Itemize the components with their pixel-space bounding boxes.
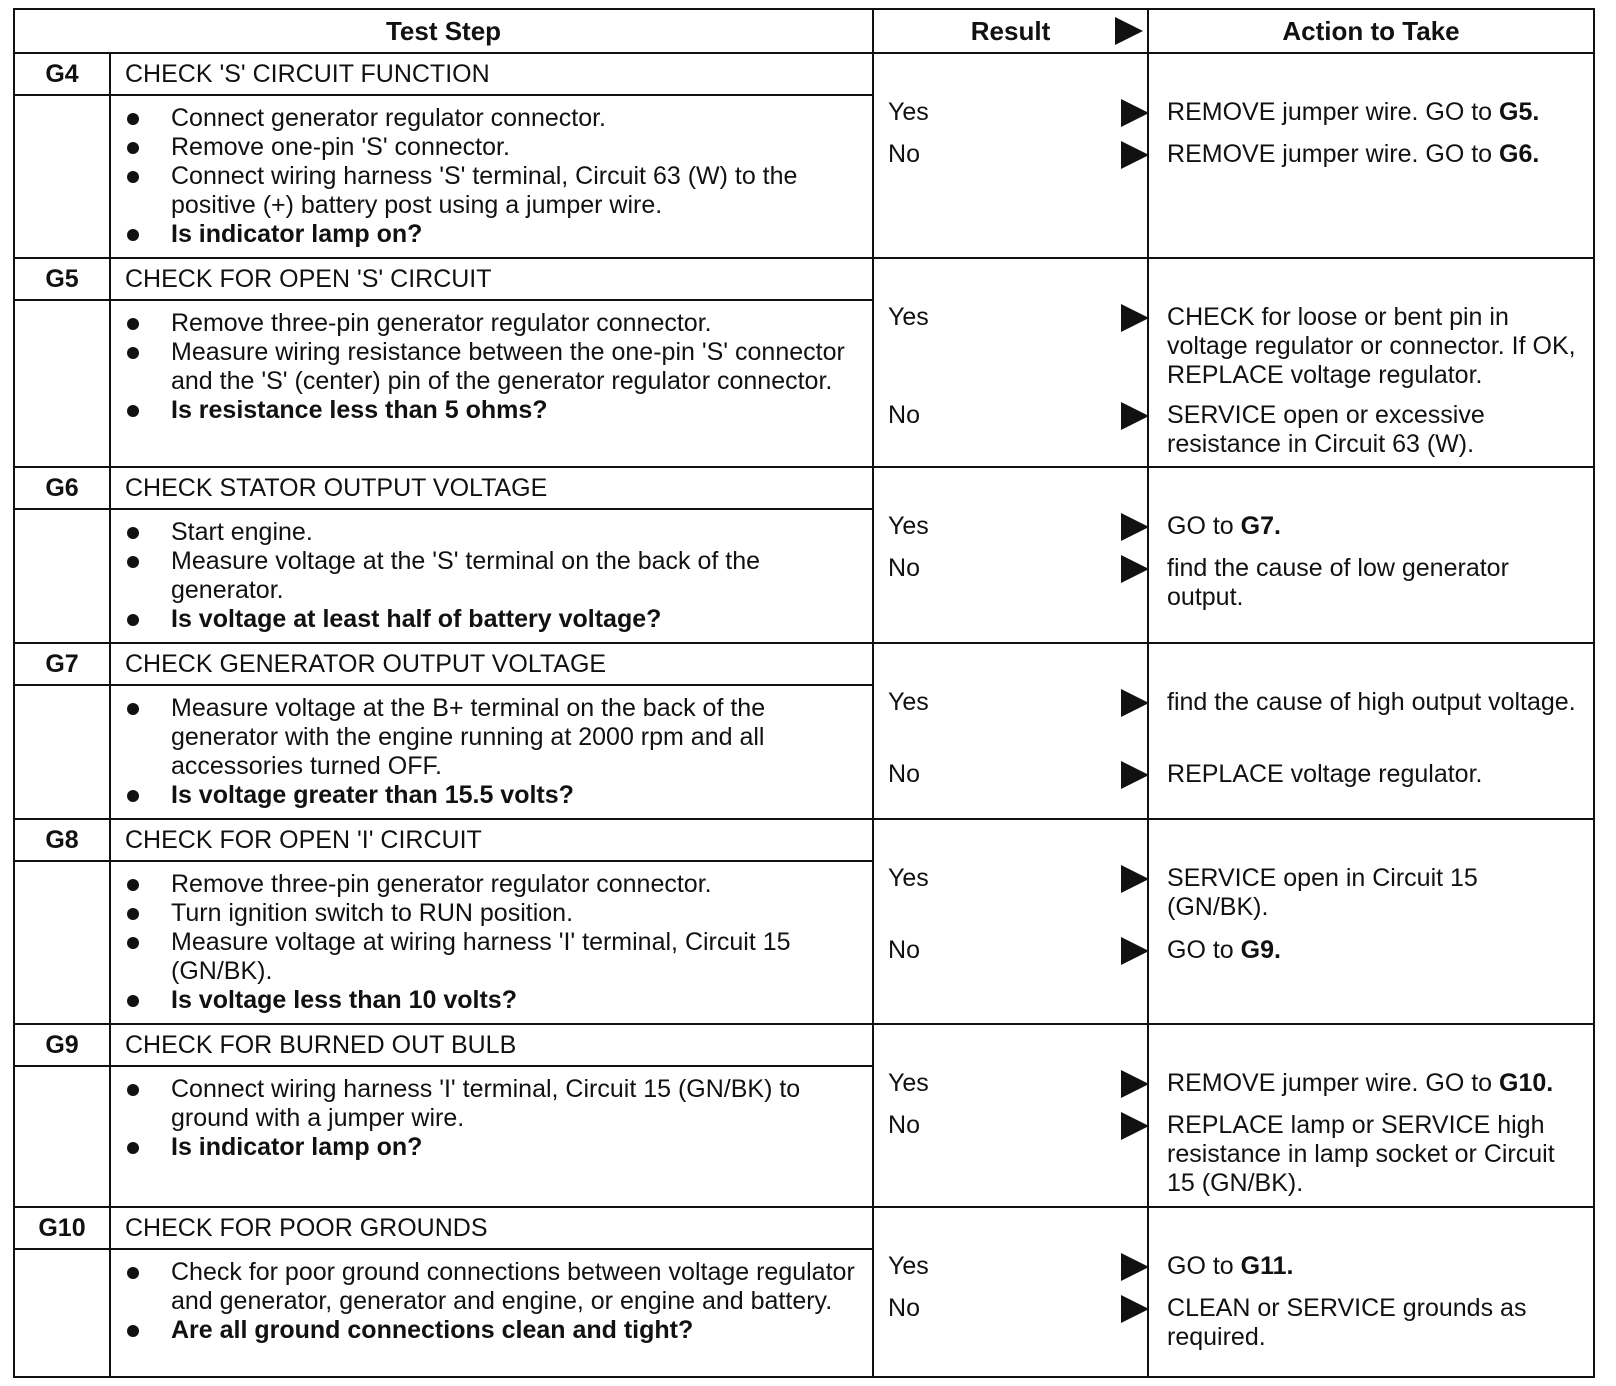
step-id-spacer (14, 1066, 110, 1207)
instruction-list (121, 1258, 872, 1345)
question-text: Is resistance less than 5 ohms? (171, 396, 548, 424)
arrow-right-icon (1121, 99, 1149, 127)
action-cell (1148, 643, 1594, 819)
action-no-target: G9. (1240, 936, 1281, 964)
arrow-right-icon (1121, 402, 1149, 430)
result-cell (873, 643, 1148, 819)
step-title: CHECK FOR OPEN 'S' CIRCUIT (110, 258, 873, 300)
result-cell (873, 467, 1148, 643)
step-title: CHECK 'S' CIRCUIT FUNCTION (110, 53, 873, 95)
action-cell (1148, 1024, 1594, 1207)
action-no (1167, 760, 1583, 789)
header-result-label: Result (970, 15, 1051, 46)
instruction-text: Connect wiring harness 'S' terminal, Circuit 63 (W) to the positive (+) battery post using a jumper wire. (171, 162, 798, 219)
instruction-item (121, 928, 872, 986)
result-yes-label: Yes (888, 512, 929, 540)
bullet-icon (127, 527, 139, 539)
step-id: G4 (14, 53, 110, 95)
step-id: G6 (14, 467, 110, 509)
action-yes-text: SERVICE open in Circuit 15 (GN/BK). (1167, 864, 1478, 921)
arrow-right-icon (1121, 1112, 1149, 1140)
result-no-label: No (888, 140, 920, 168)
step-title: CHECK GENERATOR OUTPUT VOLTAGE (110, 643, 873, 685)
bullet-icon (127, 405, 139, 417)
bullet-icon (127, 142, 139, 154)
instruction-text: Start engine. (171, 518, 313, 546)
action-cell (1148, 819, 1594, 1024)
question-text: Is voltage less than 10 volts? (171, 986, 517, 1014)
instruction-text: Remove three-pin generator regulator connector. (171, 309, 712, 337)
action-yes-text: CHECK for loose or bent pin in voltage regulator or connector. If OK, REPLACE voltage regulator. (1167, 303, 1576, 389)
arrow-right-icon (1121, 865, 1149, 893)
step-instructions (110, 509, 873, 643)
step-id-spacer (14, 300, 110, 467)
bullet-icon (127, 1267, 139, 1279)
action-no-text: REPLACE voltage regulator. (1167, 760, 1483, 788)
table-body (14, 53, 1594, 1377)
action-yes (1167, 98, 1583, 127)
action-yes (1167, 1252, 1583, 1281)
instruction-text: Turn ignition switch to RUN position. (171, 899, 574, 927)
action-no (1167, 140, 1583, 169)
bullet-icon (127, 937, 139, 949)
step-instructions (110, 1249, 873, 1377)
action-yes (1167, 688, 1583, 717)
step-title: CHECK STATOR OUTPUT VOLTAGE (110, 467, 873, 509)
step-id-spacer (14, 685, 110, 819)
step-instructions (110, 1066, 873, 1207)
instruction-text: Remove three-pin generator regulator connector. (171, 870, 712, 898)
result-no-label: No (888, 401, 920, 429)
instruction-list (121, 870, 872, 1015)
arrow-right-icon (1121, 761, 1149, 789)
step-heading-row (14, 258, 1594, 300)
arrow-right-icon (1121, 1070, 1149, 1098)
bullet-icon (127, 318, 139, 330)
action-no-text: CLEAN or SERVICE grounds as required. (1167, 1294, 1527, 1351)
result-yes (888, 303, 929, 332)
action-cell (1148, 1207, 1594, 1377)
action-yes (1167, 1069, 1583, 1098)
result-yes (888, 512, 929, 541)
result-cell (873, 258, 1148, 467)
action-no (1167, 554, 1583, 612)
question-text: Is voltage greater than 15.5 volts? (171, 781, 574, 809)
result-no-label: No (888, 760, 920, 788)
step-id: G8 (14, 819, 110, 861)
diagnostic-table (13, 8, 1595, 1378)
instruction-list (121, 1075, 872, 1162)
result-cell (873, 53, 1148, 258)
step-id-spacer (14, 1249, 110, 1377)
instruction-text: Measure voltage at the 'S' terminal on the back of the generator. (171, 547, 761, 604)
bullet-icon (127, 703, 139, 715)
step-id-spacer (14, 861, 110, 1024)
action-no-text: find the cause of low generator output. (1167, 554, 1509, 611)
bullet-icon (127, 995, 139, 1007)
instruction-text: Measure voltage at the B+ terminal on the back of the generator with the engine running at 2000 rpm and all accessories turned OFF. (171, 694, 766, 780)
bullet-icon (127, 879, 139, 891)
result-no-label: No (888, 554, 920, 582)
action-no (1167, 401, 1583, 459)
step-title: CHECK FOR OPEN 'I' CIRCUIT (110, 819, 873, 861)
bullet-icon (127, 1084, 139, 1096)
action-cell (1148, 467, 1594, 643)
instruction-text: Remove one-pin 'S' connector. (171, 133, 510, 161)
action-yes-text: GO to (1167, 1252, 1234, 1280)
instruction-question (121, 396, 872, 425)
question-text: Is voltage at least half of battery voltage? (171, 605, 662, 633)
header-test-step: Test Step (14, 9, 873, 53)
question-text: Are all ground connections clean and tight? (171, 1316, 694, 1344)
result-yes-label: Yes (888, 1069, 929, 1097)
result-no (888, 760, 920, 789)
instruction-text: Connect wiring harness 'I' terminal, Circuit 15 (GN/BK) to ground with a jumper wire. (171, 1075, 801, 1132)
instruction-item (121, 899, 872, 928)
instruction-item (121, 1075, 872, 1133)
step-heading-row (14, 1024, 1594, 1066)
instruction-item (121, 104, 872, 133)
result-yes (888, 864, 929, 893)
result-yes-label: Yes (888, 303, 929, 331)
action-yes-target: G7. (1240, 512, 1281, 540)
bullet-icon (127, 1142, 139, 1154)
action-no-text: GO to (1167, 936, 1234, 964)
action-no-text: REPLACE lamp or SERVICE high resistance in lamp socket or Circuit 15 (GN/BK). (1167, 1111, 1555, 1197)
step-heading-row (14, 819, 1594, 861)
action-no-target: G6. (1499, 140, 1540, 168)
action-cell (1148, 258, 1594, 467)
step-id: G10 (14, 1207, 110, 1249)
question-text: Is indicator lamp on? (171, 1133, 423, 1161)
arrow-right-icon (1121, 1253, 1149, 1281)
question-text: Is indicator lamp on? (171, 220, 423, 248)
arrow-right-icon (1121, 304, 1149, 332)
result-no-label: No (888, 1111, 920, 1139)
result-no (888, 1294, 920, 1323)
arrow-right-icon (1121, 689, 1149, 717)
action-yes (1167, 864, 1583, 922)
step-id-spacer (14, 509, 110, 643)
instruction-list (121, 104, 872, 249)
bullet-icon (127, 908, 139, 920)
result-yes-label: Yes (888, 688, 929, 716)
action-yes-text: GO to (1167, 512, 1234, 540)
step-id-spacer (14, 95, 110, 258)
instruction-item (121, 338, 872, 396)
action-cell (1148, 53, 1594, 258)
result-no (888, 554, 920, 583)
diagnostic-table-page (13, 8, 1593, 1378)
arrow-right-icon (1121, 555, 1149, 583)
step-heading-row (14, 643, 1594, 685)
result-yes (888, 688, 929, 717)
header-action: Action to Take (1148, 9, 1594, 53)
bullet-icon (127, 614, 139, 626)
instruction-question (121, 220, 872, 249)
step-id: G9 (14, 1024, 110, 1066)
result-yes-label: Yes (888, 864, 929, 892)
action-no-text: SERVICE open or excessive resistance in Circuit 63 (W). (1167, 401, 1485, 458)
result-no (888, 140, 920, 169)
step-instructions (110, 685, 873, 819)
bullet-icon (127, 1325, 139, 1337)
instruction-item (121, 1258, 872, 1316)
result-no (888, 1111, 920, 1140)
action-yes-text: REMOVE jumper wire. GO to (1167, 1069, 1493, 1097)
result-no-label: No (888, 1294, 920, 1322)
instruction-list (121, 518, 872, 634)
instruction-question (121, 1133, 872, 1162)
action-yes-text: find the cause of high output voltage. (1167, 688, 1576, 716)
step-instructions (110, 300, 873, 467)
result-no (888, 936, 920, 965)
instruction-question (121, 1316, 872, 1345)
action-yes-target: G5. (1499, 98, 1540, 126)
step-id: G5 (14, 258, 110, 300)
step-title: CHECK FOR POOR GROUNDS (110, 1207, 873, 1249)
bullet-icon (127, 790, 139, 802)
step-instructions (110, 95, 873, 258)
bullet-icon (127, 171, 139, 183)
table-header-row (14, 9, 1594, 53)
instruction-item (121, 309, 872, 338)
bullet-icon (127, 229, 139, 241)
instruction-text: Measure wiring resistance between the one-pin 'S' connector and the 'S' (center) pin of the generator regulator connector. (171, 338, 845, 395)
instruction-item (121, 694, 872, 781)
instruction-question (121, 986, 872, 1015)
result-yes-label: Yes (888, 1252, 929, 1280)
header-result (873, 9, 1148, 53)
instruction-item (121, 870, 872, 899)
result-yes-label: Yes (888, 98, 929, 126)
result-yes (888, 1069, 929, 1098)
action-no (1167, 1111, 1583, 1198)
instruction-item (121, 518, 872, 547)
action-yes-target: G10. (1499, 1069, 1554, 1097)
action-no (1167, 936, 1583, 965)
step-id: G7 (14, 643, 110, 685)
arrow-right-icon (1115, 17, 1143, 45)
instruction-question (121, 781, 872, 810)
result-yes (888, 98, 929, 127)
action-yes-target: G11. (1240, 1252, 1294, 1280)
action-no (1167, 1294, 1583, 1352)
action-yes-text: REMOVE jumper wire. GO to (1167, 98, 1493, 126)
instruction-text: Connect generator regulator connector. (171, 104, 606, 132)
action-yes (1167, 512, 1583, 541)
instruction-item (121, 547, 872, 605)
bullet-icon (127, 556, 139, 568)
arrow-right-icon (1121, 513, 1149, 541)
instruction-text: Measure voltage at wiring harness 'I' terminal, Circuit 15 (GN/BK). (171, 928, 791, 985)
result-yes (888, 1252, 929, 1281)
step-heading-row (14, 467, 1594, 509)
result-cell (873, 1207, 1148, 1377)
arrow-right-icon (1121, 937, 1149, 965)
instruction-list (121, 694, 872, 810)
instruction-item (121, 133, 872, 162)
instruction-list (121, 309, 872, 425)
result-no-label: No (888, 936, 920, 964)
step-instructions (110, 861, 873, 1024)
action-no-text: REMOVE jumper wire. GO to (1167, 140, 1493, 168)
result-cell (873, 819, 1148, 1024)
result-no (888, 401, 920, 430)
result-cell (873, 1024, 1148, 1207)
action-yes (1167, 303, 1583, 390)
bullet-icon (127, 113, 139, 125)
bullet-icon (127, 347, 139, 359)
step-title: CHECK FOR BURNED OUT BULB (110, 1024, 873, 1066)
instruction-text: Check for poor ground connections between voltage regulator and generator, generator and engine, or engine and battery. (171, 1258, 855, 1315)
step-heading-row (14, 53, 1594, 95)
arrow-right-icon (1121, 1295, 1149, 1323)
arrow-right-icon (1121, 141, 1149, 169)
step-heading-row (14, 1207, 1594, 1249)
instruction-item (121, 162, 872, 220)
instruction-question (121, 605, 872, 634)
